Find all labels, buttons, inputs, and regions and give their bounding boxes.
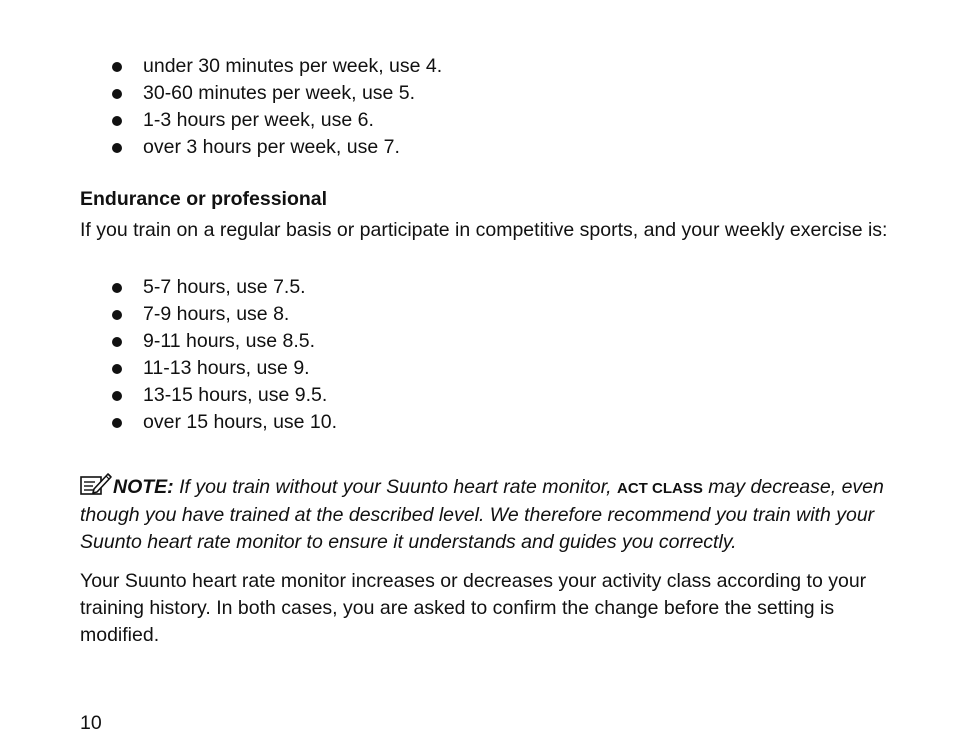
note-paragraph — [80, 472, 900, 556]
activity-class-list-recreational — [112, 53, 442, 161]
list-item — [112, 382, 337, 409]
bullet-icon — [112, 62, 122, 72]
closing-paragraph: Your Suunto heart rate monitor increases or decreases your activity class according to your training history. In both cases, you are asked to confirm the change before the setting is modified. — [80, 570, 867, 646]
bullet-icon — [112, 418, 122, 428]
note-text-before: If you train without your Suunto heart rate monitor, — [173, 476, 617, 498]
bullet-icon — [112, 116, 122, 126]
list-item — [112, 134, 442, 161]
list-item — [112, 328, 337, 355]
list-item-text: 9-11 hours, use 8.5. — [143, 330, 315, 352]
bullet-icon — [112, 391, 122, 401]
note-text-after: may decrease, even though you have trained at the described level. We therefore recommend you train with your Suunto heart rate monitor to ensure it understands and guides you correctly. — [80, 476, 884, 553]
list-item — [112, 80, 442, 107]
bullet-icon — [112, 143, 122, 153]
bullet-icon — [112, 283, 122, 293]
list-item-text: under 30 minutes per week, use 4. — [143, 55, 443, 77]
list-item-text: 11-13 hours, use 9. — [143, 357, 310, 379]
list-item-text: over 15 hours, use 10. — [143, 411, 338, 433]
note-label: NOTE: — [113, 476, 174, 498]
list-item — [112, 53, 442, 80]
bullet-icon — [112, 89, 122, 99]
list-item — [112, 355, 337, 382]
section-heading: Endurance or professional — [80, 188, 328, 210]
list-item — [112, 409, 337, 436]
list-item-text: 13-15 hours, use 9.5. — [143, 384, 328, 406]
bullet-icon — [112, 310, 122, 320]
activity-class-list-endurance — [112, 274, 337, 436]
list-item — [112, 107, 442, 134]
bullet-icon — [112, 337, 122, 347]
list-item-text: 30-60 minutes per week, use 5. — [143, 82, 416, 104]
page-number: 10 — [80, 712, 102, 734]
list-item-text: over 3 hours per week, use 7. — [143, 136, 400, 158]
list-item-text: 7-9 hours, use 8. — [143, 303, 290, 325]
list-item — [112, 301, 337, 328]
list-item — [112, 274, 337, 301]
note-pencil-icon — [80, 472, 113, 496]
bullet-icon — [112, 364, 122, 374]
list-item-text: 5-7 hours, use 7.5. — [143, 276, 306, 298]
section-intro: If you train on a regular basis or participate in competitive sports, and your weekly exercise is: — [80, 219, 888, 241]
list-item-text: 1-3 hours per week, use 6. — [143, 109, 374, 131]
act-class-term: ACT CLASS — [617, 480, 703, 497]
